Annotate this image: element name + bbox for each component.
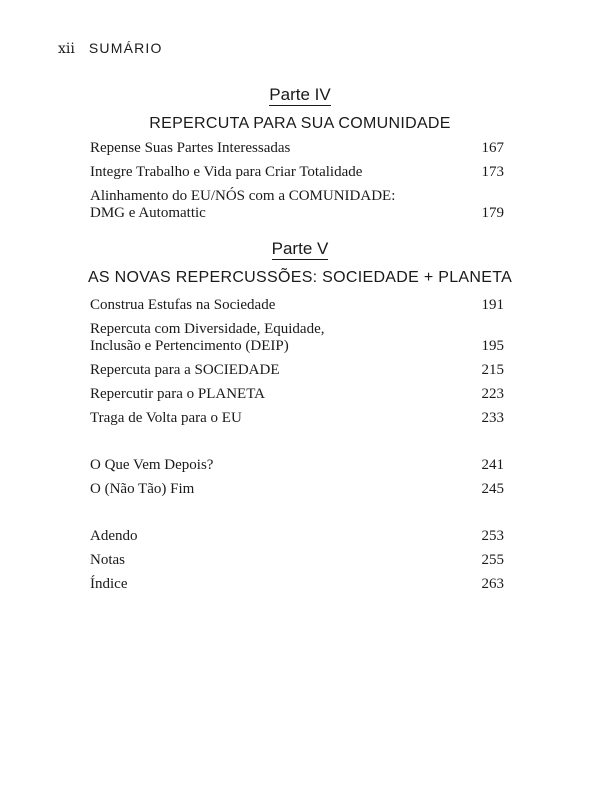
toc-entry[interactable] xyxy=(90,321,504,355)
toc-entry-page: 245 xyxy=(481,481,504,497)
toc-entry[interactable] xyxy=(90,576,504,593)
toc-entry-title: Repercuta com Diversidade, Equidade, Inclusão e Pertencimento (DEIP) xyxy=(90,321,325,354)
toc-entry-title: Repense Suas Partes Interessadas xyxy=(90,140,291,156)
toc-entry-page: 215 xyxy=(481,362,504,378)
toc-entry-page: 263 xyxy=(481,576,504,592)
toc-entry-title: Adendo xyxy=(90,528,138,544)
toc-entry[interactable] xyxy=(90,362,504,379)
toc-entry-page: 167 xyxy=(481,140,504,156)
toc-entry[interactable] xyxy=(90,457,504,474)
part-v-title: AS NOVAS REPERCUSSÕES: SOCIEDADE + PLANETA xyxy=(87,269,513,286)
toc-entry-page: 195 xyxy=(481,338,504,354)
toc-entry-title: Construa Estufas na Sociedade xyxy=(90,297,276,313)
toc-entry-title: Integre Trabalho e Vida para Criar Totalidade xyxy=(90,164,363,180)
page-folio: xii xyxy=(58,41,75,57)
toc-entry-title: Repercuta para a SOCIEDADE xyxy=(90,362,280,378)
toc-entry-page: 223 xyxy=(481,386,504,402)
part-v-label: Parte V xyxy=(271,239,329,258)
part-iv-label: Parte IV xyxy=(269,85,331,104)
toc-entry-title: Índice xyxy=(90,576,128,592)
running-head xyxy=(58,40,163,57)
part-v-entries xyxy=(90,297,504,434)
toc-entry-page: 241 xyxy=(481,457,504,473)
toc-entry-page: 253 xyxy=(481,528,504,544)
after-entries xyxy=(90,457,504,505)
part-iv-entries xyxy=(90,140,504,229)
part-iv-title: REPERCUTA PARA SUA COMUNIDADE xyxy=(149,115,451,132)
part-iv-heading xyxy=(0,86,600,133)
toc-entry[interactable] xyxy=(90,481,504,498)
toc-entry-page: 255 xyxy=(481,552,504,568)
toc-entry-title: O (Não Tão) Fim xyxy=(90,481,195,497)
part-v-heading xyxy=(0,240,600,287)
toc-entry-title: O Que Vem Depois? xyxy=(90,457,214,473)
toc-entry-title: Traga de Volta para o EU xyxy=(90,410,242,426)
toc-entry[interactable] xyxy=(90,164,504,181)
toc-entry[interactable] xyxy=(90,552,504,569)
toc-entry-page: 233 xyxy=(481,410,504,426)
toc-entry[interactable] xyxy=(90,386,504,403)
toc-entry[interactable] xyxy=(90,528,504,545)
toc-entry[interactable] xyxy=(90,410,504,427)
toc-entry-title: Repercutir para o PLANETA xyxy=(90,386,265,402)
toc-entry[interactable] xyxy=(90,188,504,222)
toc-entry-title: Notas xyxy=(90,552,125,568)
running-head-title: SUMÁRIO xyxy=(88,40,163,56)
toc-entry-page: 179 xyxy=(481,205,504,221)
toc-entry-title: Alinhamento do EU/NÓS com a COMUNIDADE: DMG e Automattic xyxy=(90,188,396,221)
toc-entry-page: 191 xyxy=(481,297,504,313)
toc-entry-page: 173 xyxy=(481,164,504,180)
back-matter-entries xyxy=(90,528,504,600)
toc-entry[interactable] xyxy=(90,140,504,157)
toc-entry[interactable] xyxy=(90,297,504,314)
